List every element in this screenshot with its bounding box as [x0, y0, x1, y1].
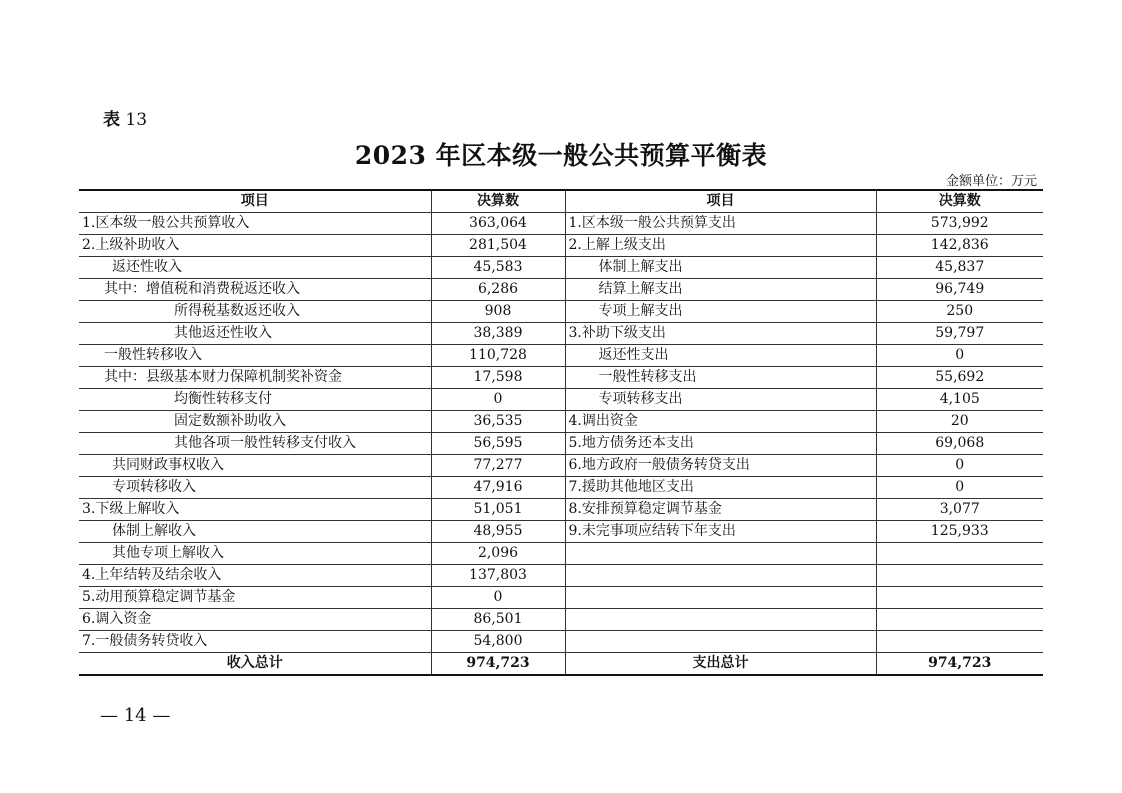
- table-row: [79, 279, 1043, 301]
- income-amount-cell: 77,277: [431, 455, 565, 477]
- expense-amount-cell: [876, 543, 1043, 565]
- expense-amount-cell: 573,992: [876, 213, 1043, 235]
- income-item-cell: 其中：增值税和消费税返还收入: [79, 279, 431, 301]
- expense-amount-cell: 3,077: [876, 499, 1043, 521]
- expense-item-cell: 6.地方政府一般债务转贷支出: [565, 455, 876, 477]
- income-item-cell: 专项转移收入: [79, 477, 431, 499]
- col-header-expense-amount: 决算数: [876, 190, 1043, 213]
- expense-amount-cell: [876, 565, 1043, 587]
- unit-label: 金额单位：万元: [945, 174, 1037, 189]
- income-amount-cell: 48,955: [431, 521, 565, 543]
- table-row: [79, 411, 1043, 433]
- expense-amount-cell: 55,692: [876, 367, 1043, 389]
- expense-amount-cell: 0: [876, 477, 1043, 499]
- income-item-cell: 6.调入资金: [79, 609, 431, 631]
- income-item-cell: 7.一般债务转贷收入: [79, 631, 431, 653]
- expense-amount-cell: 4,105: [876, 389, 1043, 411]
- expense-total-amount: 974,723: [876, 653, 1043, 676]
- income-amount-cell: 86,501: [431, 609, 565, 631]
- expense-amount-cell: 125,933: [876, 521, 1043, 543]
- expense-item-cell: 结算上解支出: [565, 279, 876, 301]
- income-amount-cell: 38,389: [431, 323, 565, 345]
- expense-amount-cell: [876, 631, 1043, 653]
- table-number: 13: [125, 110, 148, 130]
- income-item-cell: 体制上解收入: [79, 521, 431, 543]
- table-row: [79, 499, 1043, 521]
- income-item-cell: 其中：县级基本财力保障机制奖补资金: [79, 367, 431, 389]
- expense-amount-cell: 59,797: [876, 323, 1043, 345]
- income-amount-cell: 54,800: [431, 631, 565, 653]
- expense-item-cell: 5.地方债务还本支出: [565, 433, 876, 455]
- expense-amount-cell: 20: [876, 411, 1043, 433]
- income-item-cell: 均衡性转移支付: [79, 389, 431, 411]
- table-row: [79, 477, 1043, 499]
- income-amount-cell: 36,535: [431, 411, 565, 433]
- expense-amount-cell: 0: [876, 455, 1043, 477]
- income-amount-cell: 45,583: [431, 257, 565, 279]
- expense-item-cell: 8.安排预算稳定调节基金: [565, 499, 876, 521]
- table-label: 表: [103, 110, 120, 130]
- expense-item-cell: 1.区本级一般公共预算支出: [565, 213, 876, 235]
- income-amount-cell: 47,916: [431, 477, 565, 499]
- expense-item-cell: 专项转移支出: [565, 389, 876, 411]
- table-row: [79, 301, 1043, 323]
- income-amount-cell: 363,064: [431, 213, 565, 235]
- income-item-cell: 一般性转移收入: [79, 345, 431, 367]
- income-item-cell: 其他专项上解收入: [79, 543, 431, 565]
- expense-amount-cell: 96,749: [876, 279, 1043, 301]
- table-row: [79, 565, 1043, 587]
- expense-amount-cell: 142,836: [876, 235, 1043, 257]
- expense-item-cell: 返还性支出: [565, 345, 876, 367]
- table-header-row: [79, 190, 1043, 213]
- income-item-cell: 4.上年结转及结余收入: [79, 565, 431, 587]
- income-item-cell: 所得税基数返还收入: [79, 301, 431, 323]
- expense-amount-cell: 0: [876, 345, 1043, 367]
- income-item-cell: 共同财政事权收入: [79, 455, 431, 477]
- table-row: [79, 631, 1043, 653]
- table-row: [79, 323, 1043, 345]
- expense-amount-cell: 69,068: [876, 433, 1043, 455]
- income-amount-cell: 281,504: [431, 235, 565, 257]
- expense-item-cell: 2.上解上级支出: [565, 235, 876, 257]
- table-row: [79, 235, 1043, 257]
- income-item-cell: 3.下级上解收入: [79, 499, 431, 521]
- expense-item-cell: 体制上解支出: [565, 257, 876, 279]
- expense-amount-cell: 45,837: [876, 257, 1043, 279]
- col-header-income-item: 项目: [79, 190, 431, 213]
- expense-amount-cell: 250: [876, 301, 1043, 323]
- table-row: [79, 521, 1043, 543]
- expense-amount-cell: [876, 587, 1043, 609]
- expense-item-cell: 7.援助其他地区支出: [565, 477, 876, 499]
- col-header-income-amount: 决算数: [431, 190, 565, 213]
- expense-item-cell: 3.补助下级支出: [565, 323, 876, 345]
- income-amount-cell: 56,595: [431, 433, 565, 455]
- income-item-cell: 其他返还性收入: [79, 323, 431, 345]
- expense-item-cell: 9.未完事项应结转下年支出: [565, 521, 876, 543]
- income-total-amount: 974,723: [431, 653, 565, 676]
- income-item-cell: 返还性收入: [79, 257, 431, 279]
- income-amount-cell: 137,803: [431, 565, 565, 587]
- budget-balance-table: [79, 189, 1043, 676]
- total-row: [79, 653, 1043, 676]
- expense-item-cell: 4.调出资金: [565, 411, 876, 433]
- expense-item-cell: [565, 631, 876, 653]
- income-amount-cell: 17,598: [431, 367, 565, 389]
- income-amount-cell: 110,728: [431, 345, 565, 367]
- income-amount-cell: 2,096: [431, 543, 565, 565]
- expense-item-cell: [565, 609, 876, 631]
- expense-item-cell: [565, 565, 876, 587]
- table-row: [79, 455, 1043, 477]
- table-row: [79, 389, 1043, 411]
- table-row: [79, 367, 1043, 389]
- income-item-cell: 5.动用预算稳定调节基金: [79, 587, 431, 609]
- expense-item-cell: [565, 587, 876, 609]
- table-row: [79, 543, 1043, 565]
- table-row: [79, 587, 1043, 609]
- income-amount-cell: 908: [431, 301, 565, 323]
- table-row: [79, 257, 1043, 279]
- expense-item-cell: [565, 543, 876, 565]
- expense-item-cell: 一般性转移支出: [565, 367, 876, 389]
- income-item-cell: 2.上级补助收入: [79, 235, 431, 257]
- table-row: [79, 213, 1043, 235]
- expense-total-label: 支出总计: [565, 653, 876, 676]
- page-title: 2023 年区本级一般公共预算平衡表: [354, 141, 768, 170]
- table-row: [79, 345, 1043, 367]
- income-item-cell: 1.区本级一般公共预算收入: [79, 213, 431, 235]
- income-item-cell: 固定数额补助收入: [79, 411, 431, 433]
- income-item-cell: 其他各项一般性转移支付收入: [79, 433, 431, 455]
- income-amount-cell: 51,051: [431, 499, 565, 521]
- col-header-expense-item: 项目: [565, 190, 876, 213]
- income-amount-cell: 0: [431, 587, 565, 609]
- table-number-label: [103, 105, 147, 130]
- table-row: [79, 609, 1043, 631]
- expense-amount-cell: [876, 609, 1043, 631]
- page-number: — 14 —: [100, 705, 171, 726]
- expense-item-cell: 专项上解支出: [565, 301, 876, 323]
- income-amount-cell: 6,286: [431, 279, 565, 301]
- table-row: [79, 433, 1043, 455]
- income-total-label: 收入总计: [79, 653, 431, 676]
- income-amount-cell: 0: [431, 389, 565, 411]
